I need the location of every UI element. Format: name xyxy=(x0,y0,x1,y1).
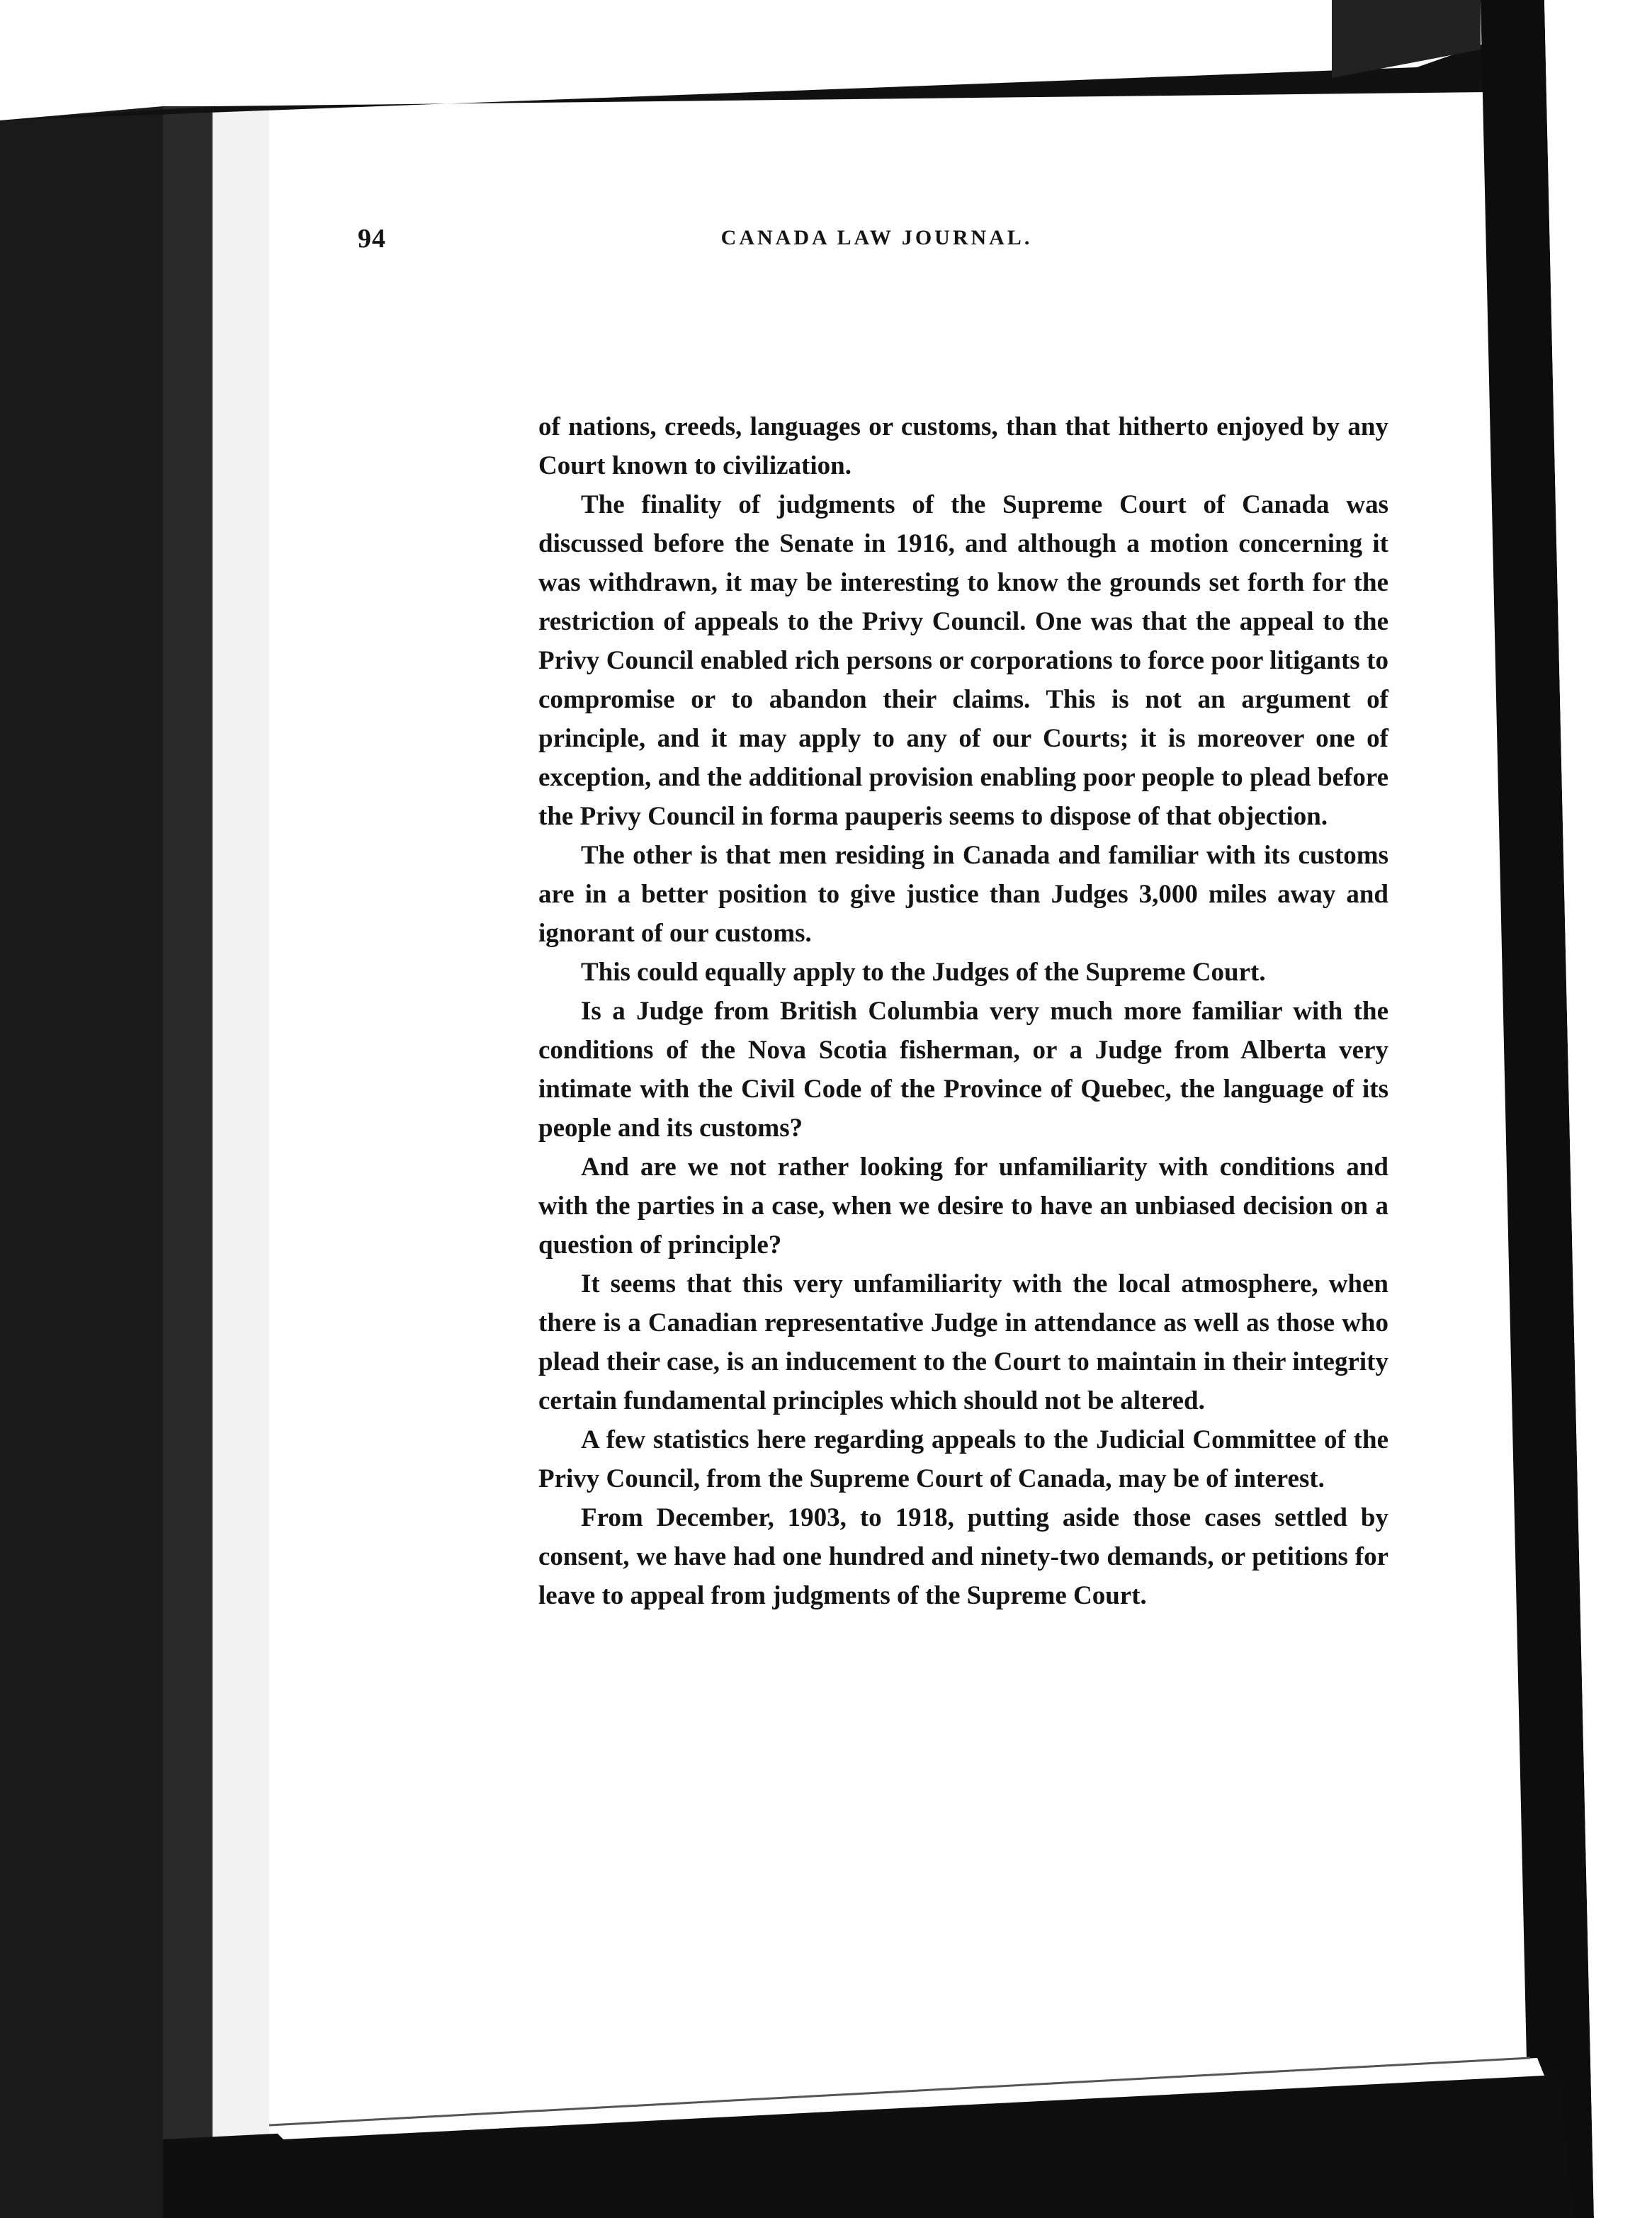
paragraph: This could equally apply to the Judges of the Supreme Court. xyxy=(581,958,1266,987)
paragraph: It seems that this very unfamiliarity with the local atmosphere, when there is a Canadian representative Judge in attendance as well as those who plead their case, is an inducement to the Court to maintain in their integrity certain fundamental principles which should not be altered. xyxy=(538,1269,1388,1415)
body-text xyxy=(538,407,1388,1615)
paragraph: The finality of judgments of the Supreme Court of Canada was discussed before the Senate in 1916, and although a motion concerning it was withdrawn, it may be interesting to know the grounds set forth for the restriction of appeals to the Privy Council. One was that the appeal to the Privy Council enabled rich persons or corporations to force poor litigants to compromise or to abandon their claims. This is not an argument of principle, and it may apply to any of our Courts; it is moreover one of exception, and the additional provision enabling poor people to plead before the Privy Council in forma pauperis seems to dispose of that objection. xyxy=(538,490,1388,831)
paragraph: A few statistics here regarding appeals to the Judicial Committee of the Privy Council, from the Supreme Court of Canada, may be of interest. xyxy=(538,1425,1388,1493)
running-head xyxy=(358,223,1396,254)
paragraph: The other is that men residing in Canada and familiar with its customs are in a better position to give justice than Judges 3,000 miles away and ignorant of our customs. xyxy=(538,841,1388,948)
paragraph: From December, 1903, to 1918, putting aside those cases settled by consent, we have had one hundred and ninety-two demands, or petitions for leave to appeal from judgments of the Supreme Court. xyxy=(538,1503,1388,1610)
paragraph: Is a Judge from British Columbia very much more familiar with the conditions of the Nova Scotia fisherman, or a Judge from Alberta very intimate with the Civil Code of the Province of Quebec, the language of its people and its customs? xyxy=(538,997,1388,1143)
paragraph: And are we not rather looking for unfamiliarity with conditions and with the parties in a case, when we desire to have an unbiased decision on a question of principle? xyxy=(538,1153,1388,1260)
journal-title: CANADA LAW JOURNAL. xyxy=(720,226,1033,249)
page-number: 94 xyxy=(358,224,386,254)
paragraph: of nations, creeds, languages or customs, than that hitherto enjoyed by any Court known to civilization. xyxy=(538,412,1388,480)
